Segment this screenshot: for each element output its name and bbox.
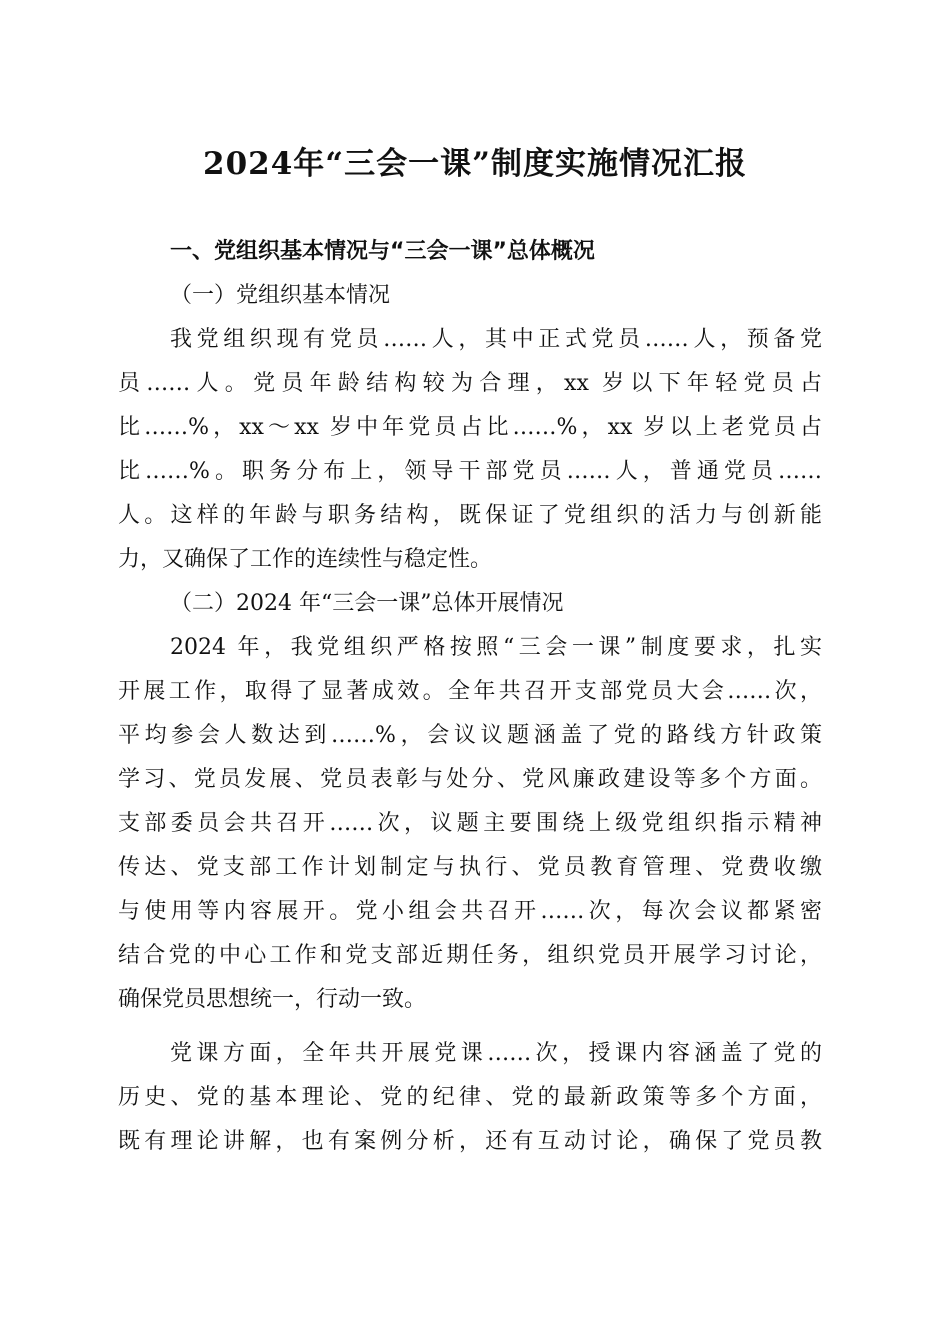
text-line: 力，又确保了工作的连续性与稳定性。 [118,547,493,572]
text-line: 与使用等内容展开。党小组会共召开……次，每次会议都紧密 [118,899,822,924]
text-line: 传达、党支部工作计划制定与执行、党员教育管理、党费收缴 [118,855,822,880]
document-body [118,230,822,1164]
text-line: 学习、党员发展、党员表彰与处分、党风廉政建设等多个方面。 [118,767,822,792]
document-title: 2024年“三会一课”制度实施情况汇报 [203,146,747,182]
section-heading: 一、党组织基本情况与“三会一课”总体概况 [170,239,595,264]
text-line: 比……%。职务分布上，领导干部党员……人，普通党员…… [118,459,822,484]
text-line: 平均参会人数达到……%，会议议题涵盖了党的路线方针政策 [118,723,822,748]
text-line: 比……%，xx～xx 岁中年党员占比……%，xx 岁以上老党员占 [118,415,822,440]
subsection-heading: （二）2024 年“三会一课”总体开展情况 [170,591,564,616]
text-line: 党课方面，全年共开展党课……次，授课内容涵盖了党的 [170,1041,822,1066]
text-line: 我党组织现有党员……人，其中正式党员……人，预备党 [170,327,822,352]
text-line: 确保党员思想统一，行动一致。 [118,987,427,1012]
text-line: 开展工作，取得了显著成效。全年共召开支部党员大会……次， [118,679,822,704]
paragraph [118,626,822,1022]
text-line: 历史、党的基本理论、党的纪律、党的最新政策等多个方面， [118,1085,822,1110]
text-line: 既有理论讲解，也有案例分析，还有互动讨论，确保了党员教 [118,1129,822,1154]
text-line: 2024 年，我党组织严格按照“三会一课”制度要求，扎实 [170,635,822,660]
paragraph [118,318,822,582]
text-line: 结合党的中心工作和党支部近期任务，组织党员开展学习讨论， [118,943,822,968]
text-line: 人。这样的年龄与职务结构，既保证了党组织的活力与创新能 [118,503,822,528]
subsection-heading: （一）党组织基本情况 [170,283,391,308]
text-line: 员……人。党员年龄结构较为合理，xx 岁以下年轻党员占 [118,371,822,396]
text-line: 支部委员会共召开……次，议题主要围绕上级党组织指示精神 [118,811,822,836]
paragraph [118,1032,822,1164]
